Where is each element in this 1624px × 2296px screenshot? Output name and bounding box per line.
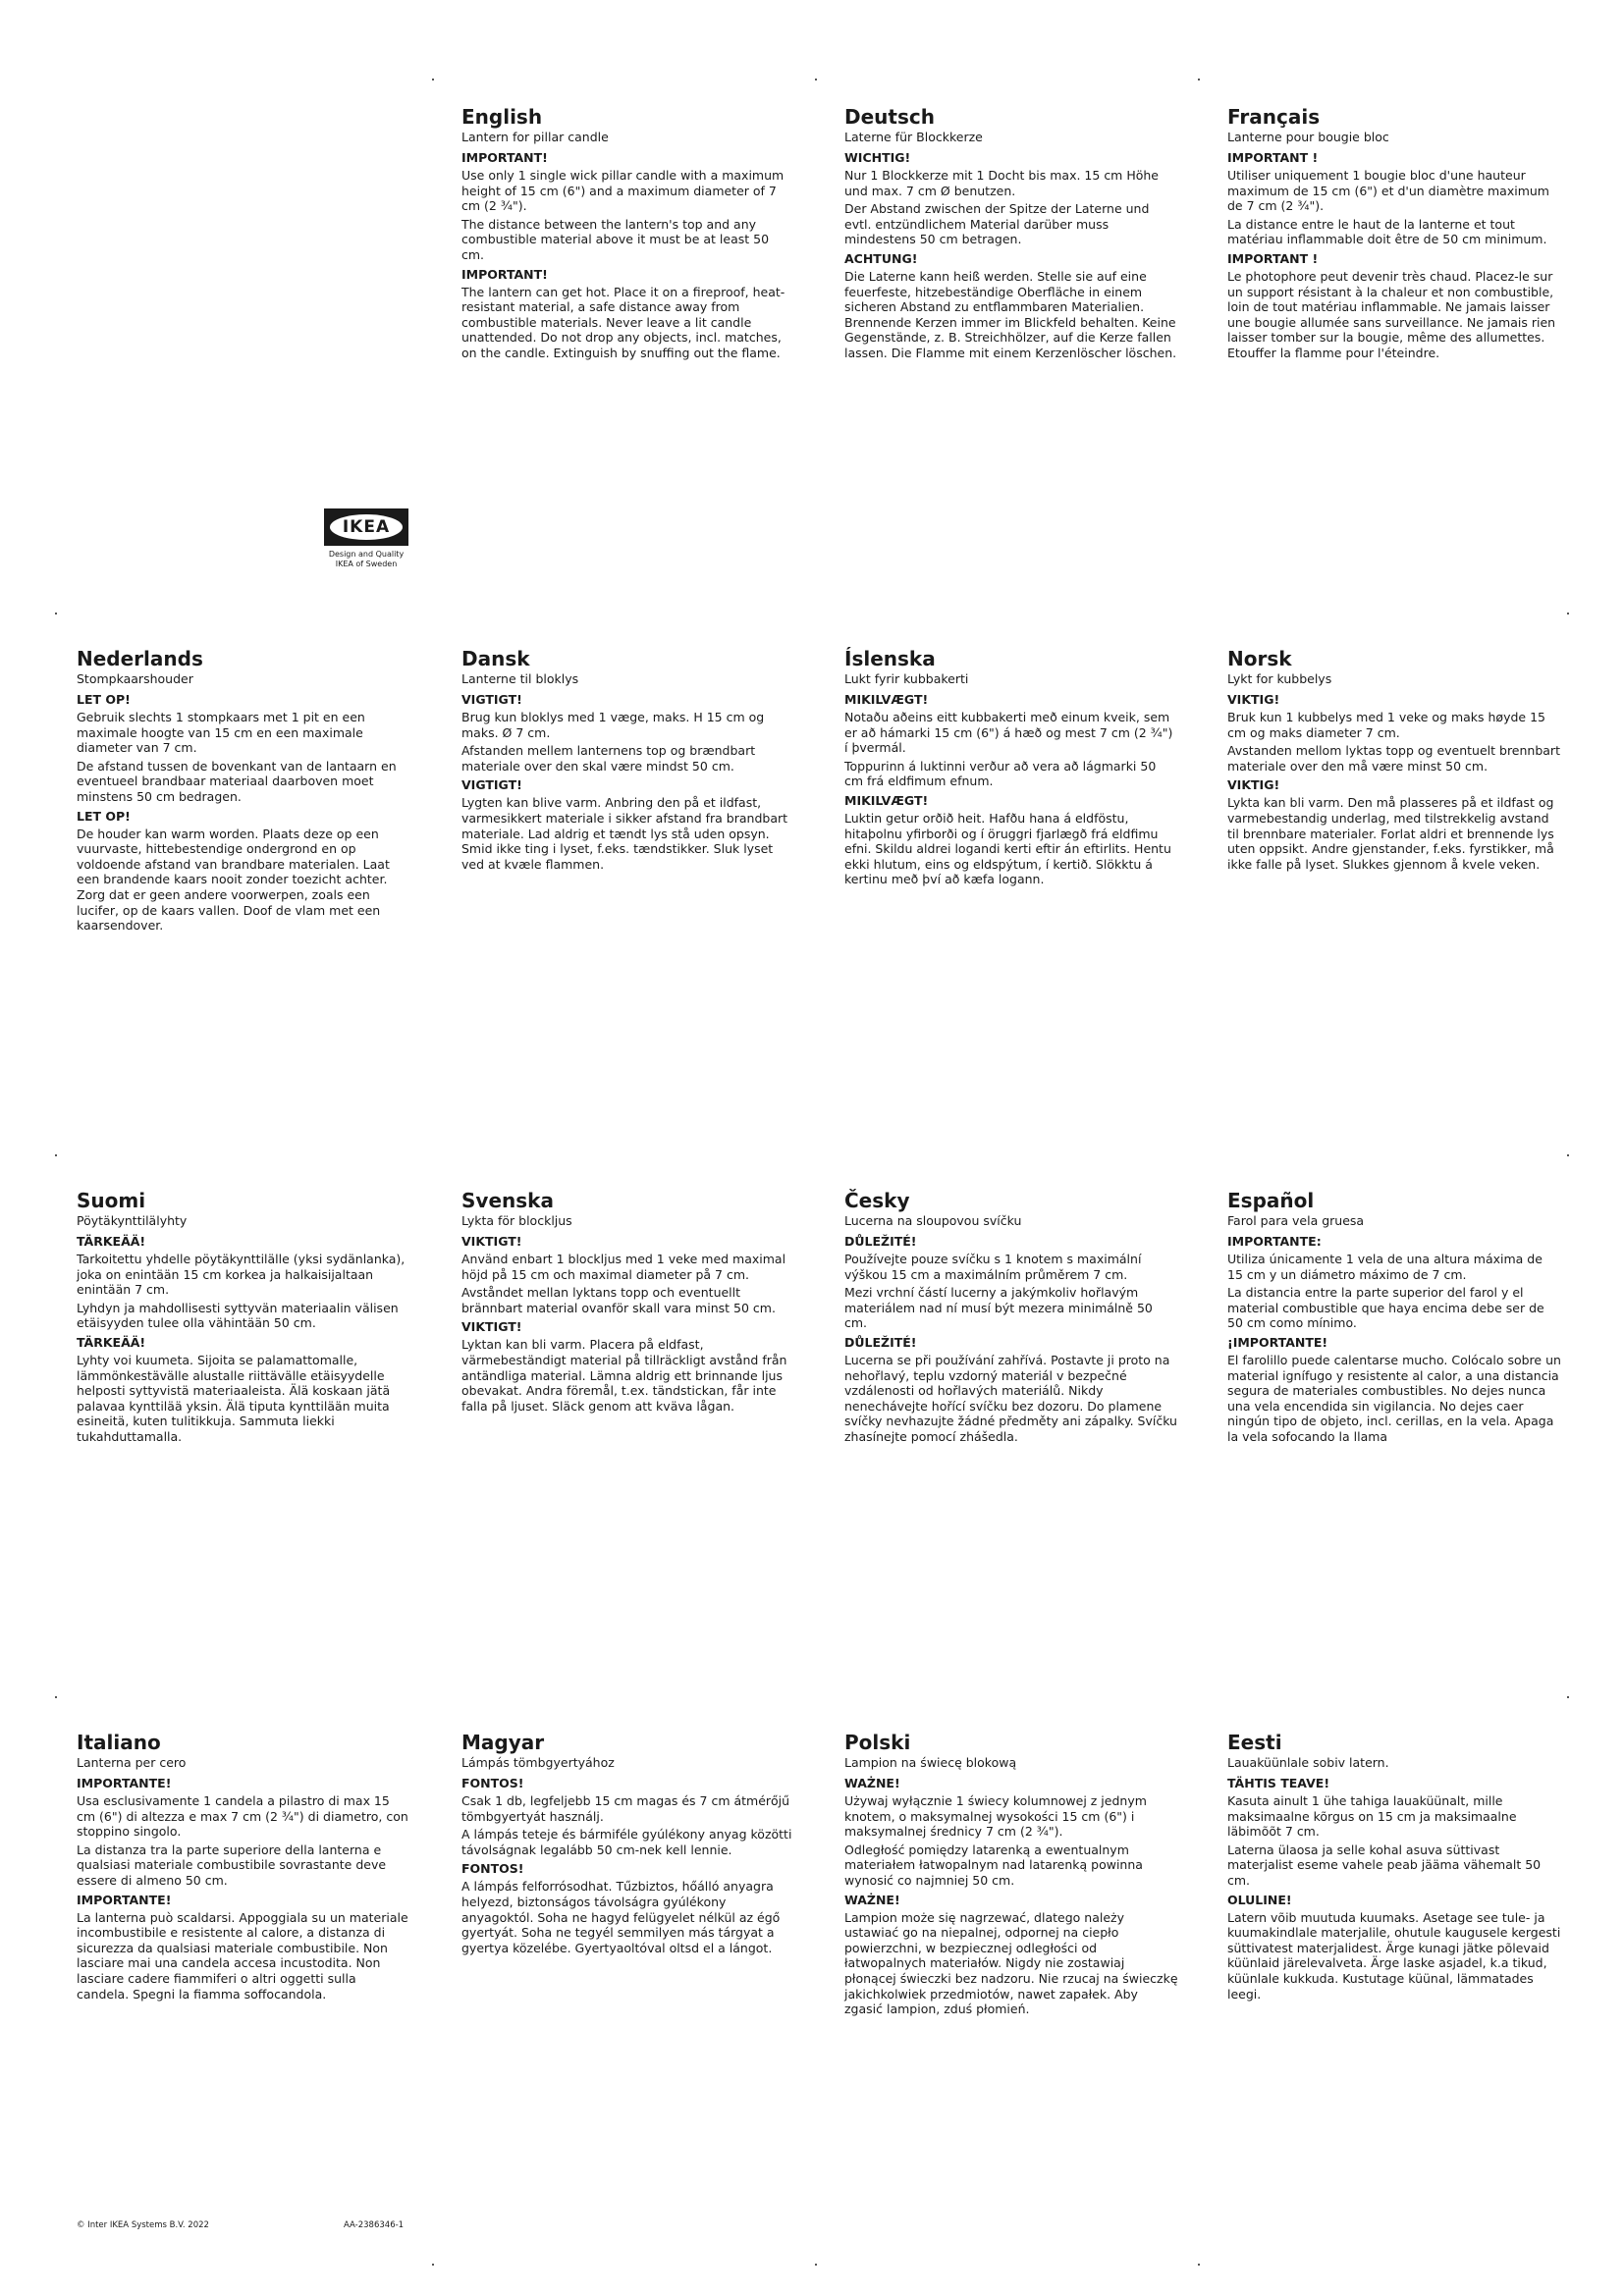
section-italiano <box>77 1732 410 2004</box>
section-magyar <box>461 1732 795 1958</box>
warning-heading: DŮLEŽITÉ! <box>844 1334 917 1350</box>
fold-mark <box>55 613 57 614</box>
warning-heading: VIKTIGT! <box>461 1319 522 1335</box>
section-dansk <box>461 648 795 875</box>
warning-heading: IMPORTANT ! <box>1227 250 1319 266</box>
product-subtitle: Lykt for kubbelys <box>1227 671 1332 686</box>
warning-heading: IMPORTANT! <box>461 150 548 165</box>
logo-text: IKEA <box>342 517 391 537</box>
instruction-text: Avstanden mellom lyktas topp og eventuelt brennbart materiale over den må være minst 50 cm. <box>1227 743 1560 774</box>
warning-heading: WAŻNE! <box>844 1776 900 1790</box>
fold-mark <box>1567 613 1569 614</box>
language-title: Español <box>1227 1189 1315 1212</box>
section-english <box>461 106 795 364</box>
instruction-text: Utiliser uniquement 1 bougie bloc d'une hauteur maximum de 15 cm (6") et d'un diamètre maximum de 7 cm (2 ¾"). <box>1227 168 1549 214</box>
fold-mark <box>432 79 434 80</box>
instruction-text: Lygten kan blive varm. Anbring den på et ildfast, varmesikkert materiale i sikker afstand fra brandbart materiale. Lad aldrig et tændt lys stå uden opsyn. Smid ikke ting i lyset, f.eks. tændstikker. Sluk lyset ved at kvæle flammen. <box>461 795 788 872</box>
section-nederlands <box>77 648 410 936</box>
section-eesti <box>1227 1732 1561 2004</box>
warning-heading: VIKTIG! <box>1227 692 1280 707</box>
instruction-text: Använd enbart 1 blockljus med 1 veke med maximal höjd på 15 cm och maximal diameter på 7 cm. <box>461 1252 786 1282</box>
product-subtitle: Lucerna na sloupovou svíčku <box>844 1213 1022 1228</box>
instruction-text: Lyhty voi kuumeta. Sijoita se palamattomalle, lämmönkestävälle alustalle riittävälle etäisyydelle helposti syttyvistä materiaaleista. Älä koskaan jätä palavaa kynttilää yksin. Älä tiputa kynttilään muita esineitä, kuten tulitikkuja. Sammuta liekki tukahduttamalla. <box>77 1352 391 1444</box>
instruction-text: La distanza tra la parte superiore della lanterna e qualsiasi materiale combustibile sovrastante deve essere di almeno 50 cm. <box>77 1842 387 1888</box>
warning-heading: ¡IMPORTANTE! <box>1227 1334 1328 1350</box>
fold-mark <box>55 1696 57 1698</box>
instruction-text: Laterna ülaosa ja selle kohal asuva süttivast materjalist eseme vahele peab jääma vähemalt 50 cm. <box>1227 1842 1542 1888</box>
warning-heading: MIKILVÆGT! <box>844 792 929 808</box>
instruction-text: Notaðu aðeins eitt kubbakerti með einum kveik, sem er að hámarki 15 cm (6") á hæð og mest 7 cm (2 ¾") í þvermál. <box>844 710 1173 756</box>
language-title: Français <box>1227 105 1321 129</box>
instruction-text: Le photophore peut devenir très chaud. Placez-le sur un support résistant à la chaleur et non combustible, loin de tout matériau inflammable. Ne jamais laisser une bougie allumée sans surveillance. Ne jamais rien laisser tomber sur la bougie, même des allumettes. Etouffer la flamme pour l'éteindre. <box>1227 268 1556 360</box>
instruction-text: De afstand tussen de bovenkant van de lantaarn en eventueel brandbaar materiaal daarboven moet minstens 50 cm bedragen. <box>77 758 397 804</box>
language-title: Íslenska <box>844 647 936 670</box>
section-francais <box>1227 106 1561 364</box>
instruction-text: La lanterna può scaldarsi. Appoggiala su un materiale incombustibile e resistente al calore, a distanza di sicurezza da qualsiasi materiale combustibile. Non lasciare mai una candela accesa incustodita. Non lasciare cadere fiammiferi o altri oggetti sulla candela. Spegni la fiamma soffocandola. <box>77 1909 408 2002</box>
section-suomi <box>77 1190 410 1448</box>
instruction-text: A lámpás felforrósodhat. Tűzbiztos, hőálló anyagra helyezd, biztonságos távolságra gyúlékony anyagoktól. Soha ne hagyd felügyelet nélkül az égő gyertyát. Soha ne tegyél semmilyen más tárgyat a gyertya közelébe. Gyertyaoltóval oltsd el a lángot. <box>461 1879 781 1955</box>
instruction-text: Lykta kan bli varm. Den må plasseres på et ildfast og varmebestandig underlag, med tilstrekkelig avstand til brennbare materialer. Forlat aldri et brennende lys uten oppsikt. Andre gjenstander, f.eks. fyrstikker, må ikke falle på lyset. Slukkes gjennom å kvele veken. <box>1227 795 1554 872</box>
copyright-text: © Inter IKEA Systems B.V. 2022 <box>77 2220 209 2230</box>
instruction-text: The lantern can get hot. Place it on a fireproof, heat-resistant material, a safe distance away from combustible materials. Never leave a lit candle unattended. Do not drop any objects, incl. matches, on the candle. Extinguish by snuffing out the flame. <box>461 284 785 360</box>
warning-heading: WICHTIG! <box>844 150 911 165</box>
instruction-text: Der Abstand zwischen der Spitze der Laterne und evtl. entzündlichem Material darüber muss mindestens 50 cm betragen. <box>844 201 1150 247</box>
product-subtitle: Lantern for pillar candle <box>461 130 609 144</box>
product-subtitle: Lukt fyrir kubbakerti <box>844 671 969 686</box>
product-subtitle: Lanterne pour bougie bloc <box>1227 130 1389 144</box>
warning-heading: IMPORTANTE! <box>77 1892 172 1907</box>
warning-heading: VIKTIG! <box>1227 777 1280 793</box>
warning-heading: DŮLEŽITÉ! <box>844 1234 917 1249</box>
warning-heading: LET OP! <box>77 692 131 707</box>
logo-caption-line: Design and Quality <box>328 550 405 559</box>
article-code: AA-2386346-1 <box>344 2220 405 2230</box>
product-subtitle: Lykta för blockljus <box>461 1213 572 1228</box>
section-svenska <box>461 1190 795 1416</box>
instruction-text: La distance entre le haut de la lanterne et tout matériau inflammable doit être de 50 cm minimum. <box>1227 216 1547 247</box>
instruction-text: Bruk kun 1 kubbelys med 1 veke og maks høyde 15 cm og maks diameter 7 cm. <box>1227 710 1545 740</box>
instruction-text: Lyhdyn ja mahdollisesti syttyvän materiaalin välisen etäisyyden tulee olla vähintään 50 cm. <box>77 1300 399 1331</box>
product-subtitle: Farol para vela gruesa <box>1227 1213 1365 1228</box>
instruction-text: Use only 1 single wick pillar candle with a maximum height of 15 cm (6") and a maximum diameter of 7 cm (2 ¾"). <box>461 168 785 214</box>
language-title: Eesti <box>1227 1731 1282 1754</box>
instruction-text: Usa esclusivamente 1 candela a pilastro di max 15 cm (6") di altezza e max 7 cm (2 ¾") di diametro, con stoppino singolo. <box>77 1793 408 1840</box>
language-title: Suomi <box>77 1189 146 1212</box>
section-cesky <box>844 1190 1178 1448</box>
ikea-logo-block <box>324 508 408 569</box>
warning-heading: ACHTUNG! <box>844 250 918 266</box>
product-subtitle: Lámpás tömbgyertyához <box>461 1755 615 1770</box>
fold-mark <box>815 2264 817 2266</box>
instruction-text: Używaj wyłącznie 1 świecy kolumnowej z jednym knotem, o maksymalnej wysokości 15 cm (6") i maksymalnej średnicy 7 cm (2 ¾"). <box>844 1793 1147 1840</box>
warning-heading: MIKILVÆGT! <box>844 692 929 707</box>
fold-mark <box>432 2264 434 2266</box>
fold-mark <box>1198 79 1200 80</box>
instruction-text: Lyktan kan bli varm. Placera på eldfast, värmebeständigt material på tillräckligt avstånd från antändliga material. Lämna aldrig ett brinnande ljus obevakat. Andra föremål, t.ex. tändstickan, får inte falla på ljuset. Släck genom att kväva lågan. <box>461 1337 787 1414</box>
fold-mark <box>1198 2264 1200 2266</box>
instruction-text: Gebruik slechts 1 stompkaars met 1 pit en een maximale hoogte van 15 cm en een maximale diameter van 7 cm. <box>77 710 365 756</box>
product-subtitle: Lauaküünlale sobiv latern. <box>1227 1755 1389 1770</box>
language-title: Dansk <box>461 647 530 670</box>
warning-heading: VIKTIGT! <box>461 1234 522 1249</box>
warning-heading: FONTOS! <box>461 1861 524 1877</box>
language-title: Polski <box>844 1731 911 1754</box>
warning-heading: WAŻNE! <box>844 1892 900 1907</box>
instruction-text: Afstanden mellem lanternens top og brændbart materiale over den skal være mindst 50 cm. <box>461 743 756 774</box>
section-deutsch <box>844 106 1178 364</box>
language-title: Svenska <box>461 1189 554 1212</box>
logo-caption <box>324 550 408 569</box>
instruction-text: Tarkoitettu yhdelle pöytäkynttilälle (yksi sydänlanka), joka on enintään 15 cm korkea ja halkaisijaltaan enintään 7 cm. <box>77 1252 406 1298</box>
language-title: Deutsch <box>844 105 935 129</box>
instruction-text: Avståndet mellan lyktans topp och eventuellt brännbart material ovanför skall vara minst 50 cm. <box>461 1285 776 1315</box>
instruction-text: Odległość pomiędzy latarenką a ewentualnym materiałem łatwopalnym nad latarenką powinna wynosić co najmniej 50 cm. <box>844 1842 1143 1888</box>
warning-heading: FONTOS! <box>461 1776 524 1790</box>
section-polski <box>844 1732 1178 2020</box>
fold-mark <box>815 79 817 80</box>
product-subtitle: Pöytäkynttilälyhty <box>77 1213 188 1228</box>
instruction-text: Luktin getur orðið heit. Hafðu hana á eldföstu, hitaþolnu yfirborði og í öruggri fjarlægð frá eldfimu efni. Skildu aldrei logandi kerti eftir án eftirlits. Hentu ekki hlutum, eins og eldspýtum, í kertið. Slökktu á kertinu með því að kæfa logann. <box>844 810 1171 887</box>
section-islenska <box>844 648 1178 890</box>
product-subtitle: Lampion na świecę blokową <box>844 1755 1017 1770</box>
instruction-text: Latern võib muutuda kuumaks. Asetage see tule- ja kuumakindlale materjalile, ohutule kaugusele kergesti süttivatest materjalidest. Ärge kunagi jätke põlevaid küünlaid järelevalveta. Ärge laske asjadel, k.a tikud, küünlale kukkuda. Kustutage küünal, lämmatades leegi. <box>1227 1909 1561 2002</box>
instruction-text: Nur 1 Blockkerze mit 1 Docht bis max. 15 cm Höhe und max. 7 cm Ø benutzen. <box>844 168 1159 198</box>
instruction-text: Die Laterne kann heiß werden. Stelle sie auf eine feuerfeste, hitzebeständige Oberfläche in einem sicheren Abstand zu entflammbaren Materialien. Brennende Kerzen immer im Blickfeld behalten. Keine Gegenstände, z. B. Streichhölzer, auf die Kerze fallen lassen. Die Flamme mit einem Kerzenlöscher löschen. <box>844 268 1177 360</box>
instruction-text: The distance between the lantern's top and any combustible material above it must be at least 50 cm. <box>461 216 770 262</box>
language-title: Norsk <box>1227 647 1292 670</box>
language-title: English <box>461 105 543 129</box>
instruction-text: Mezi vrchní částí lucerny a jakýmkoliv hořlavým materiálem nad ní musí být mezera minimálně 50 cm. <box>844 1285 1153 1331</box>
language-title: Nederlands <box>77 647 203 670</box>
section-espanol <box>1227 1190 1561 1448</box>
product-subtitle: Lanterne til bloklys <box>461 671 579 686</box>
warning-heading: IMPORTANT ! <box>1227 150 1319 165</box>
instruction-text: Utiliza únicamente 1 vela de una altura máxima de 15 cm y un diámetro máximo de 7 cm. <box>1227 1252 1543 1282</box>
instruction-text: Lucerna se při používání zahřívá. Postavte ji proto na nehořlavý, teplu vzdorný materiál v bezpečné vzdálenosti od hořlavých materiálů. Nikdy nenechávejte hořící svíčku bez dozoru. Do plamene svíčky nevhazujte žádné předměty ani zápalky. Svíčku zhasínejte pomocí zhášedla. <box>844 1352 1177 1444</box>
instruction-text: Používejte pouze svíčku s 1 knotem s maximální výškou 15 cm a maximálním průměrem 7 cm. <box>844 1252 1142 1282</box>
warning-heading: VIGTIGT! <box>461 692 522 707</box>
instruction-text: Csak 1 db, legfeljebb 15 cm magas és 7 cm átmérőjű tömbgyertyát használj. <box>461 1793 790 1824</box>
fold-mark <box>1567 1696 1569 1698</box>
instruction-text: La distancia entre la parte superior del farol y el material combustible que haya encima debe ser de 50 cm como mínimo. <box>1227 1285 1544 1331</box>
instruction-text: Toppurinn á luktinni verður að vera að lágmarki 50 cm frá eldfimum efnum. <box>844 758 1157 789</box>
warning-heading: IMPORTANT! <box>461 266 548 282</box>
instruction-text: De houder kan warm worden. Plaats deze op een vuurvaste, hittebestendige ondergrond en op voldoende afstand van brandbare materialen. Laat een brandende kaars nooit zonder toezicht achter. Zorg dat er geen andere voorwerpen, zoals een lucifer, op de kaars vallen. Doof de vlam met een kaarsendover. <box>77 826 390 934</box>
section-norsk <box>1227 648 1561 875</box>
product-subtitle: Lanterna per cero <box>77 1755 187 1770</box>
warning-heading: TÄHTIS TEAVE! <box>1227 1776 1330 1790</box>
warning-heading: TÄRKEÄÄ! <box>77 1334 146 1350</box>
product-subtitle: Laterne für Blockkerze <box>844 130 983 144</box>
instruction-text: Lampion może się nagrzewać, dlatego należy ustawiać go na niepalnej, odpornej na ciepło powierzchni, w bezpiecznej odległości od łatwopalnych materiałów. Nigdy nie zostawiaj płonącej świeczki bez nadzoru. Nie rzucaj na świeczkę jakichkolwiek przedmiotów, nawet zapałek. Aby zgasić lampion, zduś płomień. <box>844 1909 1178 2017</box>
warning-heading: IMPORTANTE: <box>1227 1234 1322 1249</box>
instruction-text: Brug kun bloklys med 1 væge, maks. H 15 cm og maks. Ø 7 cm. <box>461 710 765 740</box>
language-title: Česky <box>844 1189 910 1212</box>
warning-heading: VIGTIGT! <box>461 777 522 793</box>
warning-heading: LET OP! <box>77 808 131 824</box>
warning-heading: OLULINE! <box>1227 1892 1292 1907</box>
product-subtitle: Stompkaarshouder <box>77 671 193 686</box>
language-title: Italiano <box>77 1731 161 1754</box>
instruction-text: Kasuta ainult 1 ühe tahiga lauaküünalt, mille maksimaalne kõrgus on 15 cm ja maksimaalne läbimõõt 7 cm. <box>1227 1793 1517 1840</box>
warning-heading: TÄRKEÄÄ! <box>77 1234 146 1249</box>
fold-mark <box>55 1154 57 1156</box>
instruction-text: El farolillo puede calentarse mucho. Colócalo sobre un material ignífugo y resistente al calor, a una distancia segura de materiales combustibles. No dejes nunca una vela encendida sin vigilancia. No dejes caer ningún tipo de objeto, incl. cerillas, en la vela. Apaga la vela sofocando la llama <box>1227 1352 1561 1444</box>
logo-caption-line: IKEA of Sweden <box>335 560 398 568</box>
language-title: Magyar <box>461 1731 545 1754</box>
fold-mark <box>1567 1154 1569 1156</box>
ikea-logo <box>324 508 408 546</box>
instruction-text: A lámpás teteje és bármiféle gyúlékony anyag közötti távolságnak legalább 50 cm-nek kell lennie. <box>461 1827 792 1857</box>
warning-heading: IMPORTANTE! <box>77 1776 172 1790</box>
